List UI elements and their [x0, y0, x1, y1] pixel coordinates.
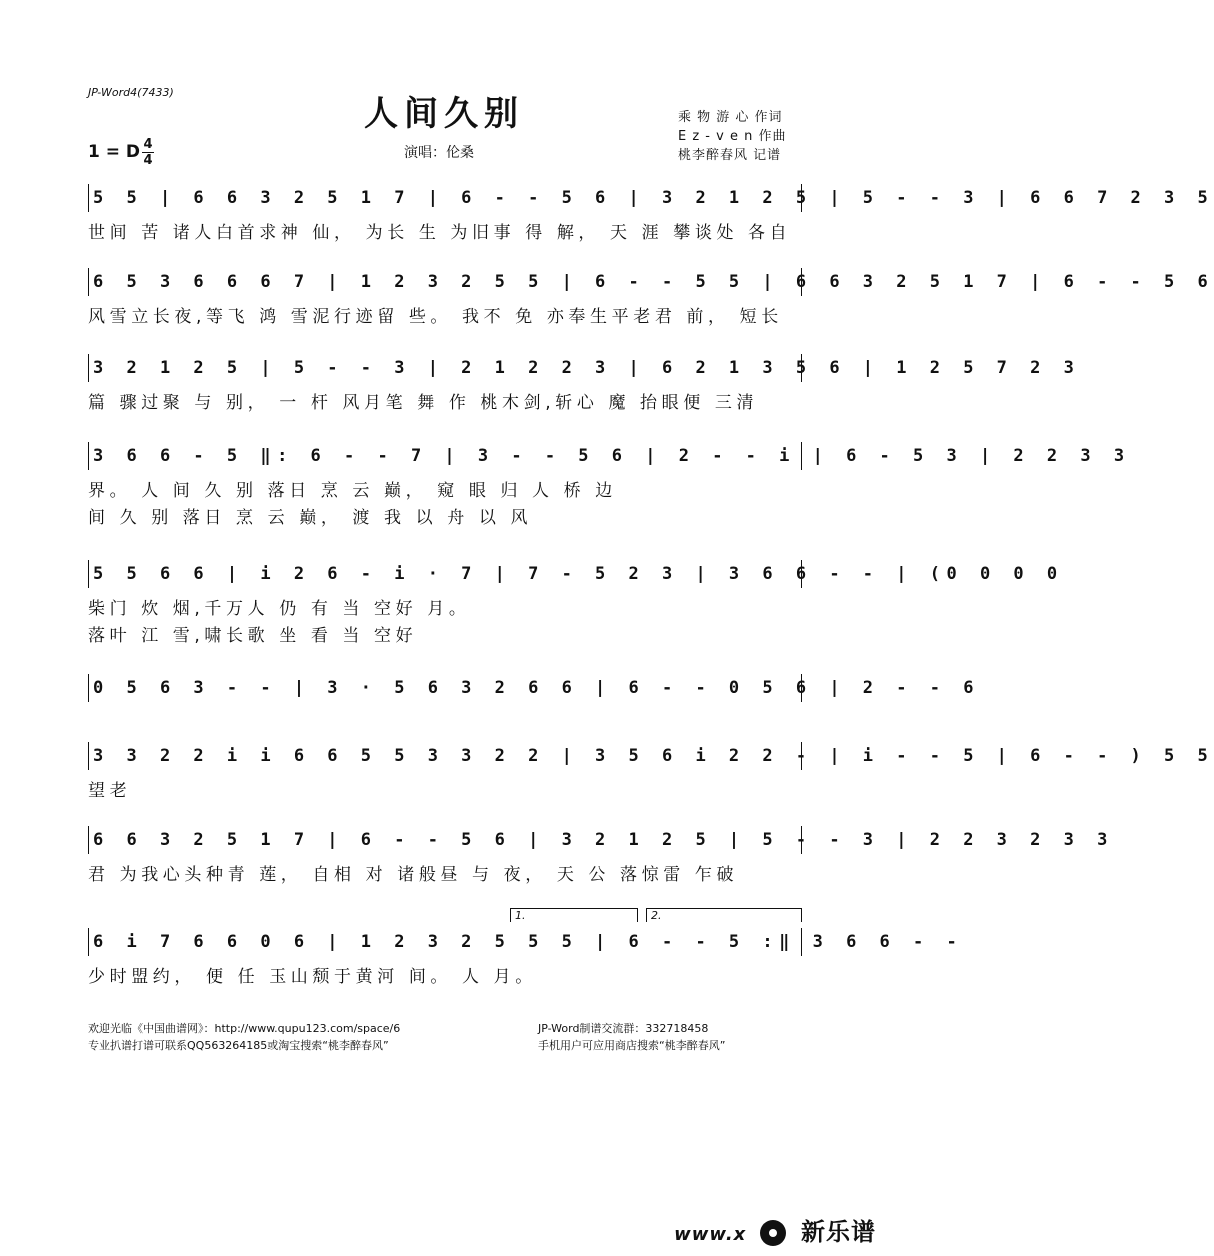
footer-site: 欢迎光临《中国曲谱网》：http://www.qupu123.com/space/6: [88, 1022, 401, 1035]
software-label: JP-Word4(7433): [88, 86, 174, 99]
credits: [678, 108, 786, 165]
lyric-line-4b: 间 久 别 落日 烹 云 巅， 渡 我 以 舟 以 风: [88, 508, 533, 528]
staff-system-3: [88, 354, 1081, 382]
notation-line: 6 5 3 6 6 6 7 | 1 2 3 2 5 5 | 6 - - 5 5 | 6 6 3 2 5 1 7 | 6 - - 5 6: [93, 272, 1214, 292]
lyric-line-9: 少时盟约， 便 任 玉山颓于黄河 间。 人 月。: [88, 967, 537, 987]
lyric-line-8: 君 为我心头种青 莲， 自相 对 诸般昼 与 夜， 天 公 落惊雷 乍破: [88, 865, 739, 885]
time-top: 4: [143, 137, 153, 152]
staff-system-1: [88, 184, 1214, 212]
staff-system-6: [88, 674, 980, 702]
transcriber: 桃李醉春风 记谱: [678, 148, 782, 163]
notation-line: 3 2 1 2 5 | 5 - - 3 | 2 1 2 2 3 | 6 2 1 3 5 6 | 1 2 5 7 2 3: [93, 358, 1081, 378]
key-signature: 1 = D: [88, 142, 141, 162]
staff-system-7: [88, 742, 1214, 770]
composer: E z - v e n 作曲: [678, 129, 787, 144]
lyric-line-2: 风雪立长夜,等飞 鸿 雪泥行迹留 些。 我不 免 亦奉生平老君 前， 短长: [88, 307, 783, 327]
lyric-line-5a: 柴门 炊 烟,千万人 仍 有 当 空好 月。: [88, 599, 471, 619]
lyric-line-3: 篇 骤过聚 与 别， 一 杆 风月笔 舞 作 桃木剑,斩心 魔 抬眼便 三清: [88, 393, 759, 413]
watermark-logo: [674, 1212, 876, 1247]
notation-line: 3 3 2 2 i i 6 6 5 5 3 3 2 2 | 3 5 6 i 2 2 - | i - - 5 | 6 - - ) 5 5: [93, 746, 1214, 766]
notation-line: 6 i 7 6 6 0 6 | 1 2 3 2 5 5 5 | 6 - - 5 :‖ 3 6 6 - -: [93, 932, 964, 952]
lyric-line-5b: 落叶 江 雪,啸长歌 坐 看 当 空好: [88, 626, 418, 646]
lyric-line-7: 望老: [88, 781, 132, 801]
lyric-line-4a: 界。 人 间 久 别 落日 烹 云 巅， 窥 眼 归 人 桥 边: [88, 481, 617, 501]
volta-second: 2.: [646, 908, 802, 922]
notation-line: 5 5 6 6 | i 2 6 - i · 7 | 7 - 5 2 3 | 3 6 6 - - | (0 0 0 0: [93, 564, 1064, 584]
singer: 演唱：伦桑: [404, 145, 474, 161]
staff-system-2: [88, 268, 1214, 296]
staff-system-9: [88, 928, 964, 956]
time-bottom: 4: [143, 153, 153, 168]
watermark-url: www.x: [674, 1224, 747, 1245]
staff-system-5: [88, 560, 1064, 588]
notation-line: 5 5 | 6 6 3 2 5 1 7 | 6 - - 5 6 | 3 2 1 2 5 | 5 - - 3 | 6 6 7 2 3 5: [93, 188, 1214, 208]
music-disc-icon: [760, 1220, 786, 1246]
lyric-line-1: 世间 苦 诸人白首求神 仙， 为长 生 为旧事 得 解， 天 涯 攀谈处 各自: [88, 223, 792, 243]
staff-system-4: [88, 442, 1131, 470]
time-signature: [142, 138, 154, 167]
watermark-brand: 新乐谱: [801, 1218, 876, 1246]
notation-line: 6 6 3 2 5 1 7 | 6 - - 5 6 | 3 2 1 2 5 | 5 - - 3 | 2 2 3 2 3 3: [93, 830, 1114, 850]
staff-system-8: [88, 826, 1114, 854]
footer-contact: 专业扒谱打谱可联系QQ563264185或淘宝搜索“桃李醉春风”: [88, 1039, 389, 1052]
lyricist: 乘 物 游 心 作词: [678, 110, 783, 125]
footer-right: [538, 1020, 725, 1054]
footer-left: [88, 1020, 400, 1054]
notation-line: 0 5 6 3 - - | 3 · 5 6 3 2 6 6 | 6 - - 0 5 6 | 2 - - 6: [93, 678, 980, 698]
footer-group: JP-Word制谱交流群：332718458: [538, 1022, 709, 1035]
footer-app: 手机用户可应用商店搜索“桃李醉春风”: [538, 1039, 726, 1052]
notation-line: 3 6 6 - 5 ‖: 6 - - 7 | 3 - - 5 6 | 2 - - i | 6 - 5 3 | 2 2 3 3: [93, 446, 1131, 466]
song-title: 人间久别: [364, 94, 524, 134]
volta-first: 1.: [510, 908, 638, 922]
